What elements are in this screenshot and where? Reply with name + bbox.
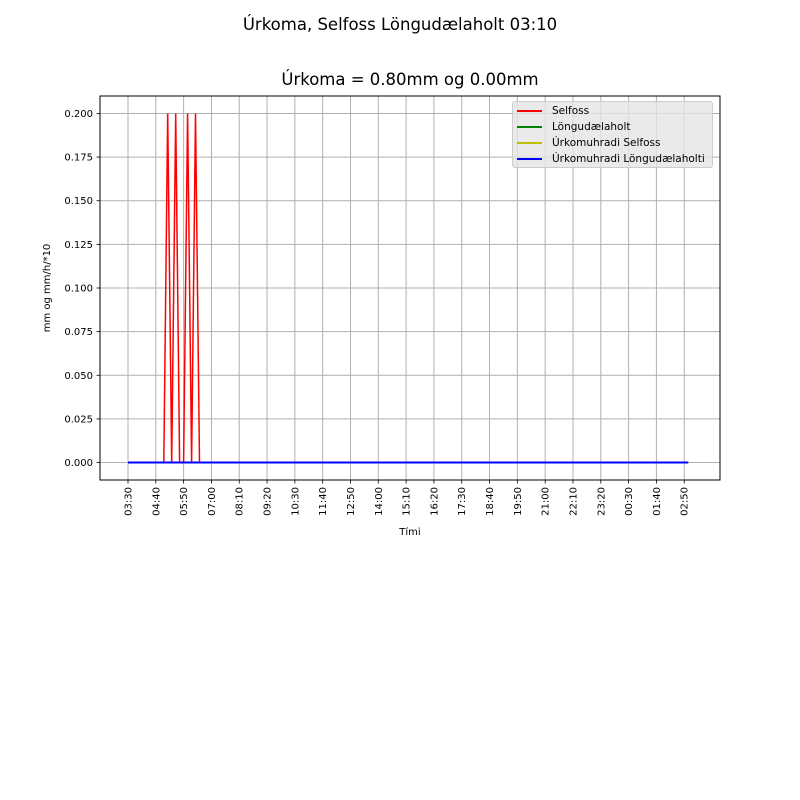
legend-swatch	[517, 142, 542, 144]
legend-swatch	[517, 126, 542, 128]
x-tick-label: 14:00	[373, 487, 385, 516]
legend-item-longudaelaholt	[517, 119, 631, 135]
x-tick-label: 08:10	[234, 487, 246, 516]
legend-swatch	[517, 110, 542, 112]
y-tick-label: 0.175	[64, 152, 93, 164]
y-axis-label: mm og mm/h/*10	[42, 243, 53, 333]
y-tick-label: 0.050	[64, 370, 93, 382]
legend-label: Selfoss	[552, 105, 590, 117]
x-tick-label: 07:00	[206, 487, 218, 516]
y-tick-label: 0.025	[64, 414, 93, 426]
axes-title: Úrkoma = 0.80mm og 0.00mm	[281, 70, 539, 89]
y-tick-label: 0.200	[64, 108, 93, 120]
x-tick-label: 02:50	[679, 487, 691, 516]
x-tick-label: 19:50	[512, 487, 524, 516]
x-tick-label: 23:20	[596, 487, 608, 516]
y-tick-label: 0.125	[64, 239, 93, 251]
legend	[512, 101, 713, 168]
legend-swatch	[517, 158, 542, 160]
legend-label: Úrkomuhradi Selfoss	[552, 137, 661, 149]
legend-label: Úrkomuhradi Löngudælaholti	[552, 153, 705, 165]
y-tick-label: 0.075	[64, 327, 93, 339]
x-tick-label: 00:30	[624, 487, 636, 516]
x-tick-label: 15:10	[401, 487, 413, 516]
x-tick-label: 03:30	[123, 487, 135, 516]
legend-item-urkomuhradi-longudaelaholti	[517, 151, 705, 167]
y-tick-label: 0.000	[64, 458, 93, 470]
legend-item-selfoss	[517, 103, 589, 119]
x-tick-label: 12:50	[345, 487, 357, 516]
legend-label: Löngudælaholt	[552, 121, 631, 133]
figure-title: Úrkoma, Selfoss Löngudælaholt 03:10	[242, 15, 558, 34]
x-tick-label: 01:40	[651, 487, 663, 516]
y-tick-label: 0.150	[64, 196, 93, 208]
x-tick-label: 18:40	[485, 487, 497, 516]
x-tick-label: 04:40	[151, 487, 163, 516]
x-tick-label: 09:20	[262, 487, 274, 516]
y-tick-label: 0.100	[64, 283, 93, 295]
x-tick-label: 11:40	[318, 487, 330, 516]
x-axis-label: Tími	[399, 527, 421, 538]
legend-item-urkomuhradi-selfoss	[517, 135, 660, 151]
x-tick-label: 21:00	[540, 487, 552, 516]
x-tick-label: 10:30	[290, 487, 302, 516]
x-tick-label: 22:10	[568, 487, 580, 516]
x-tick-label: 16:20	[429, 487, 441, 516]
x-tick-label: 17:30	[457, 487, 469, 516]
x-tick-label: 05:50	[179, 487, 191, 516]
